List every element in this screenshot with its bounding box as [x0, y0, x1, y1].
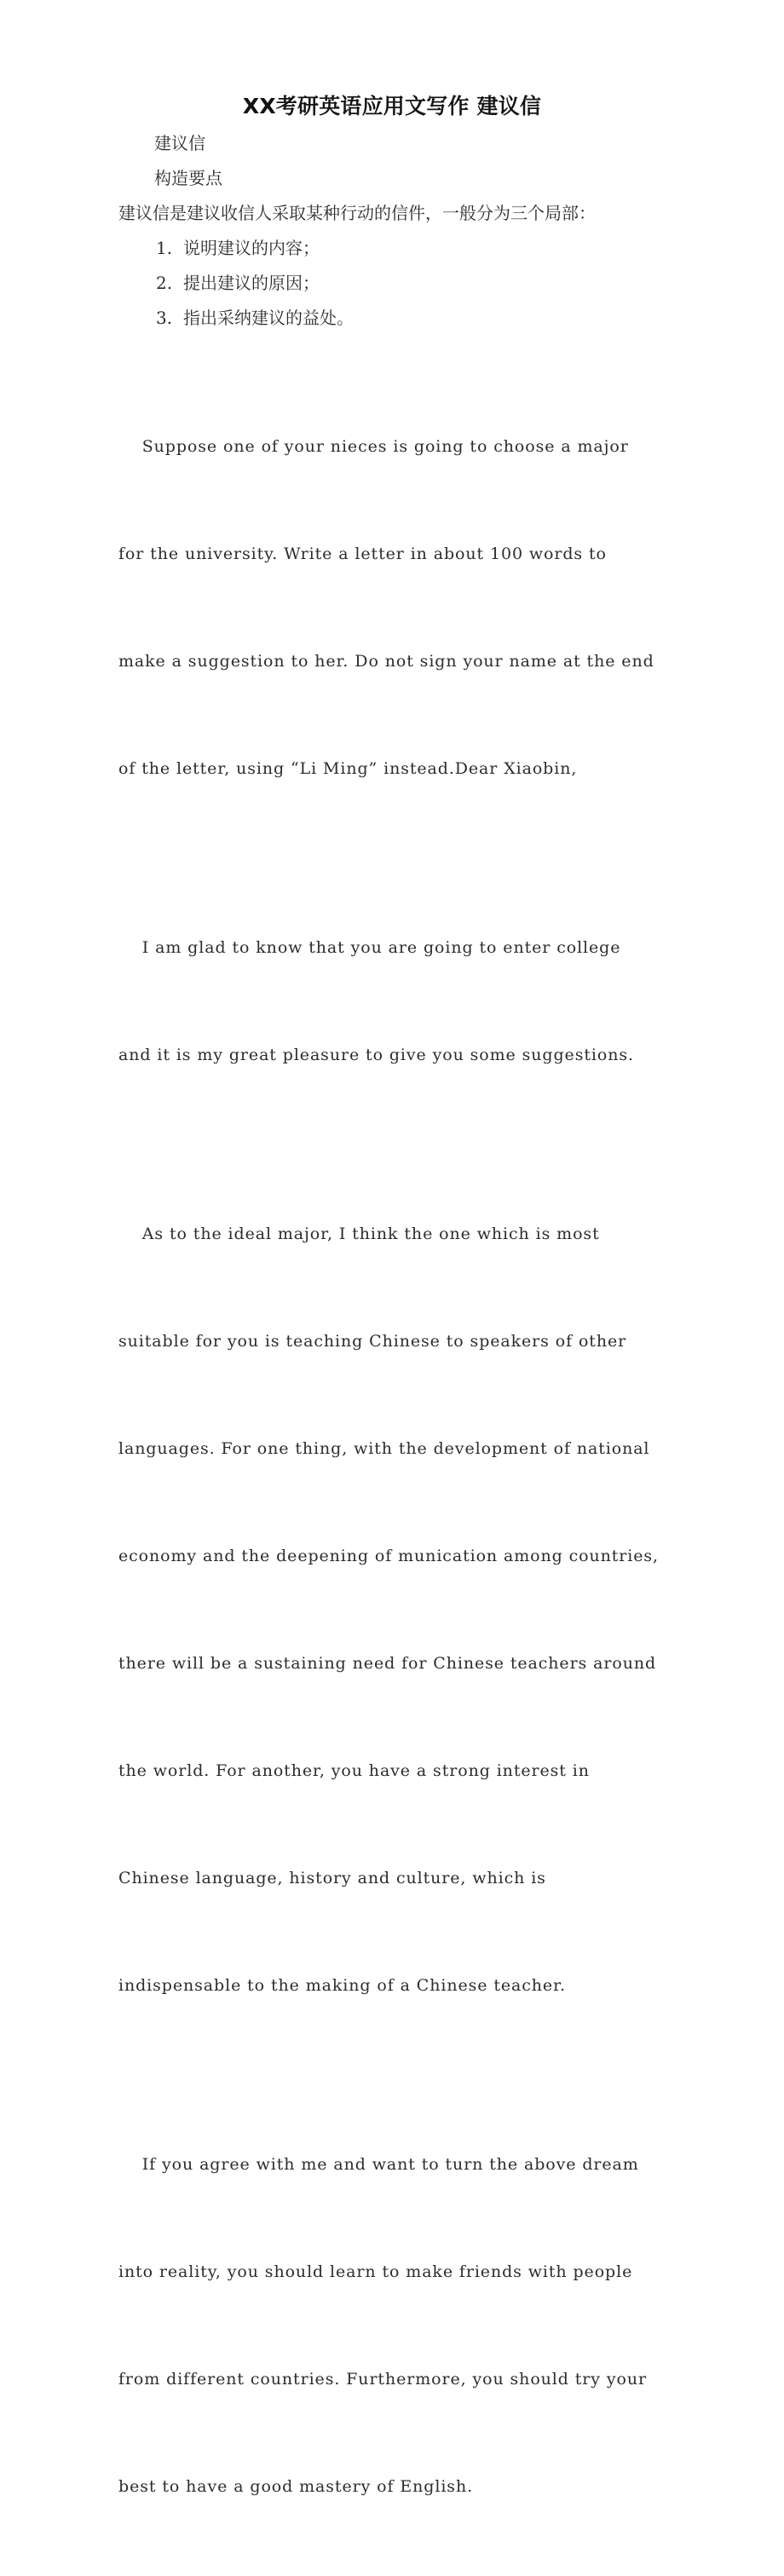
document-body — [118, 135, 681, 2576]
paragraph-spacer — [118, 344, 681, 357]
list-item-number: 3. — [156, 308, 173, 328]
list-item — [118, 239, 681, 257]
page-title: XX考研英语应用文写作 建议信 — [242, 94, 542, 118]
prompt-paragraph — [118, 357, 681, 858]
letter-paragraph-3 — [118, 2075, 681, 2576]
text-line: into reality, you should learn to make friends with people — [118, 2262, 633, 2281]
letter-paragraph-2 — [118, 1144, 681, 2075]
list-item-number: 2. — [156, 273, 173, 293]
letter-paragraph-1 — [118, 858, 681, 1144]
text-line: the world. For another, you have a strong interest in — [118, 1761, 590, 1780]
text-line: Chinese language, history and culture, which is — [118, 1869, 546, 1887]
list-item — [118, 309, 681, 327]
section-heading-suggestion-letter: 建议信 — [154, 133, 205, 153]
text-line: languages. For one thing, with the development of national — [118, 1439, 650, 1458]
text-line: As to the ideal major, I think the one which is most — [118, 1225, 600, 1243]
structure-points-list — [118, 239, 681, 327]
list-item-number: 1. — [156, 238, 173, 258]
text-line: Suppose one of your nieces is going to choose a major — [118, 437, 629, 456]
text-line: I am glad to know that you are going to enter college — [118, 938, 621, 957]
list-item-label: 提出建议的原因； — [183, 273, 320, 293]
text-line: there will be a sustaining need for Chinese teachers around — [118, 1654, 657, 1673]
list-item-label: 说明建议的内容； — [183, 238, 320, 258]
text-line: for the university. Write a letter in about 100 words to — [118, 545, 607, 563]
intro-paragraph: 建议信是建议收信人采取某种行动的信件，一般分为三个局部： — [118, 203, 596, 223]
text-line: best to have a good mastery of English. — [118, 2477, 474, 2496]
text-line: and it is my great pleasure to give you some suggestions. — [118, 1046, 634, 1064]
text-line: of the letter, using “Li Ming” instead.Dear Xiaobin, — [118, 759, 578, 778]
text-line: indispensable to the making of a Chinese teacher. — [118, 1976, 566, 1995]
text-line: from different countries. Furthermore, you should try your — [118, 2370, 647, 2389]
section-heading-structure-points: 构造要点 — [154, 168, 222, 188]
list-item — [118, 274, 681, 292]
text-line: make a suggestion to her. Do not sign your name at the end — [118, 652, 654, 671]
text-line: If you agree with me and want to turn the above dream — [118, 2155, 639, 2174]
text-line: suitable for you is teaching Chinese to speakers of other — [118, 1332, 627, 1351]
list-item-label: 指出采纳建议的益处。 — [183, 308, 354, 328]
text-line: economy and the deepening of munication among countries, — [118, 1547, 660, 1565]
